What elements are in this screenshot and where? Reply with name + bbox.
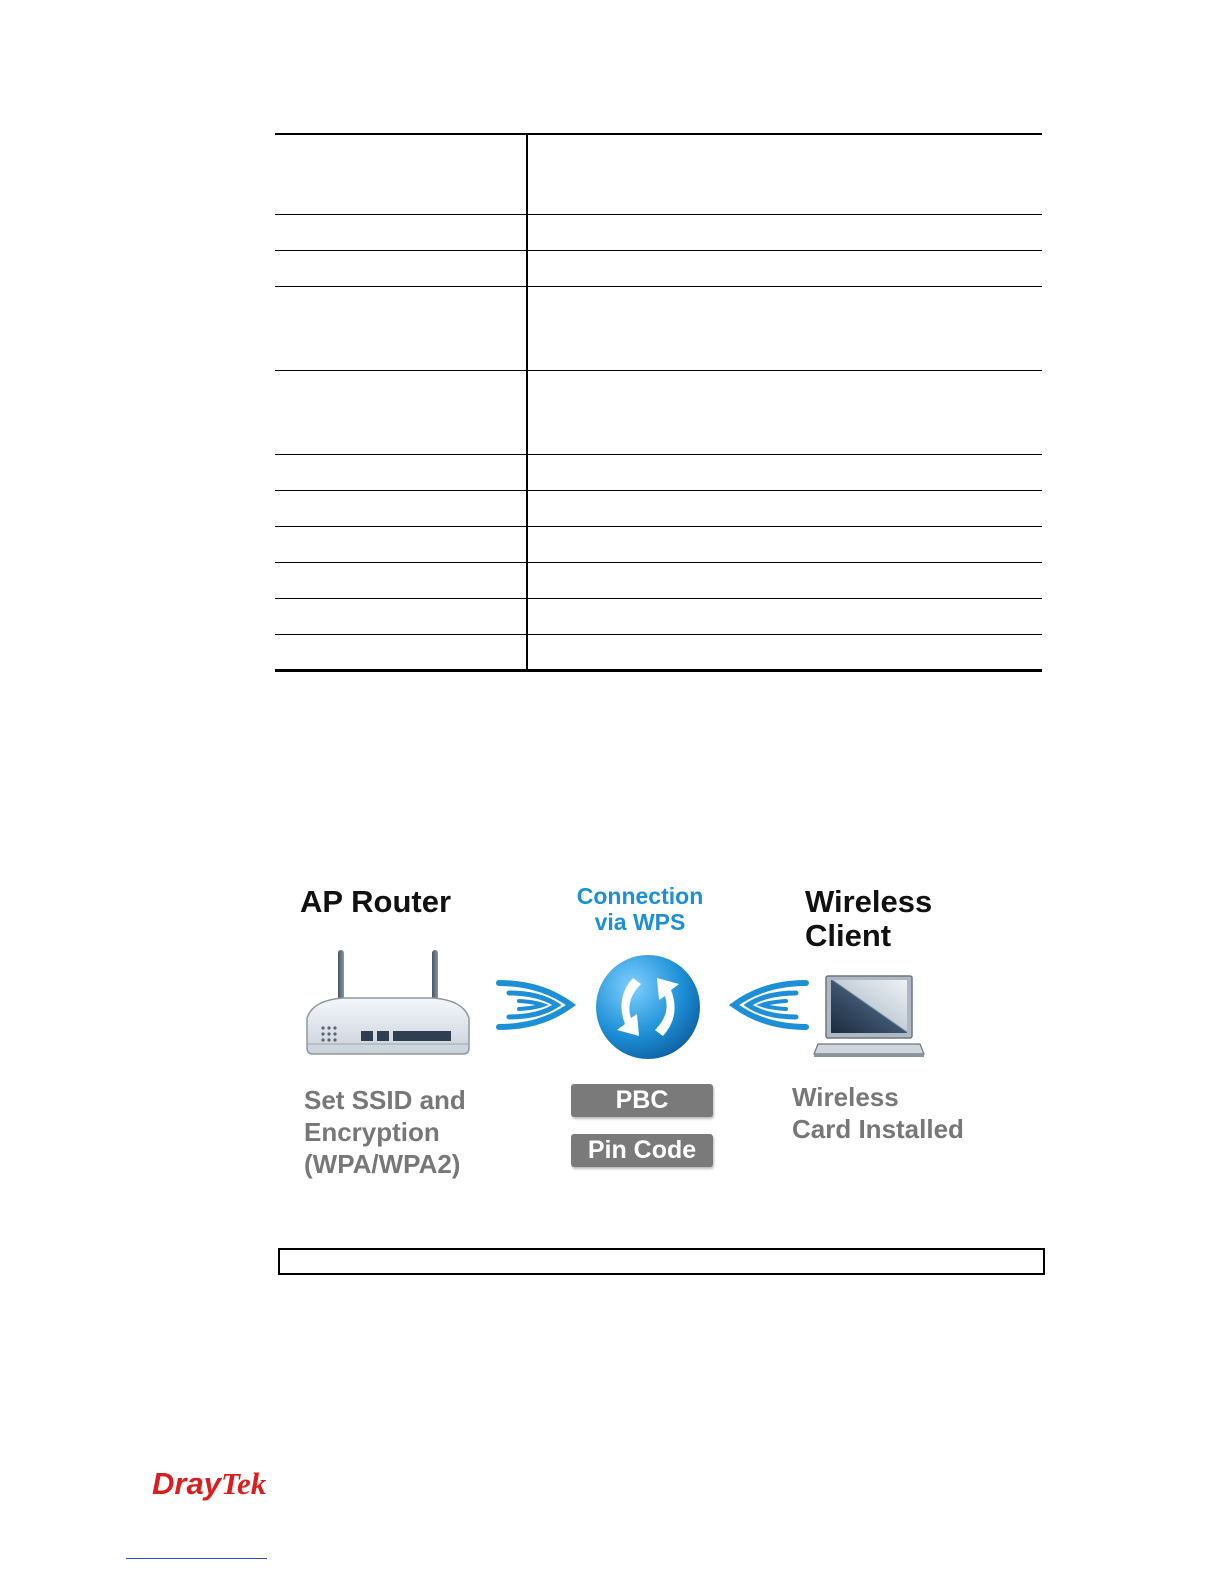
row-label — [275, 370, 527, 454]
row-value — [527, 490, 1042, 526]
table-row — [275, 214, 1042, 250]
table-row — [275, 454, 1042, 490]
row-label — [275, 490, 527, 526]
table-row — [275, 562, 1042, 598]
row-value — [527, 370, 1042, 454]
row-label — [275, 214, 527, 250]
footer-divider — [126, 1558, 267, 1559]
logo-tek: Tek — [220, 1466, 267, 1501]
connection-title — [565, 883, 715, 935]
row-value — [527, 526, 1042, 562]
table-row — [275, 134, 1042, 214]
ap-router-desc-line3: (WPA/WPA2) — [304, 1149, 461, 1179]
ap-router-desc — [304, 1084, 466, 1180]
ap-router-title: AP Router — [300, 884, 452, 919]
table-row — [275, 634, 1042, 670]
connection-title-line2: via WPS — [594, 909, 686, 935]
ap-router-desc-line1: Set SSID and — [304, 1085, 466, 1115]
row-label — [275, 634, 527, 670]
client-title — [805, 885, 932, 953]
row-value — [527, 250, 1042, 286]
row-value — [527, 214, 1042, 250]
ap-router-desc-line2: Encryption — [304, 1117, 440, 1147]
pin-code-badge: Pin Code — [571, 1134, 713, 1167]
wps-diagram — [285, 870, 1005, 1215]
spec-table — [275, 133, 1042, 672]
router-icon — [303, 948, 473, 1058]
wps-icon — [593, 952, 703, 1062]
client-title-line2: Client — [805, 918, 892, 953]
draytek-logo — [152, 1466, 266, 1502]
row-label — [275, 526, 527, 562]
row-value — [527, 454, 1042, 490]
row-value — [527, 598, 1042, 634]
row-value — [527, 562, 1042, 598]
laptop-icon — [812, 974, 927, 1060]
table-row — [275, 490, 1042, 526]
signal-waves-left-icon — [720, 975, 810, 1035]
row-label — [275, 454, 527, 490]
connection-title-line1: Connection — [576, 883, 704, 909]
row-label — [275, 286, 527, 370]
table-row — [275, 250, 1042, 286]
table-row — [275, 598, 1042, 634]
row-value — [527, 634, 1042, 670]
table-row — [275, 370, 1042, 454]
signal-waves-right-icon — [495, 975, 585, 1035]
row-label — [275, 134, 527, 214]
table-row — [275, 526, 1042, 562]
client-title-line1: Wireless — [805, 884, 933, 919]
client-desc — [792, 1081, 964, 1145]
row-value — [527, 134, 1042, 214]
client-desc-line1: Wireless — [792, 1082, 899, 1112]
table-row — [275, 286, 1042, 370]
row-label — [275, 250, 527, 286]
row-value — [527, 286, 1042, 370]
row-label — [275, 562, 527, 598]
pbc-badge: PBC — [571, 1084, 713, 1117]
row-label — [275, 598, 527, 634]
caption-box — [278, 1248, 1045, 1275]
client-desc-line2: Card Installed — [792, 1114, 964, 1144]
logo-dray: Dray — [152, 1466, 221, 1501]
